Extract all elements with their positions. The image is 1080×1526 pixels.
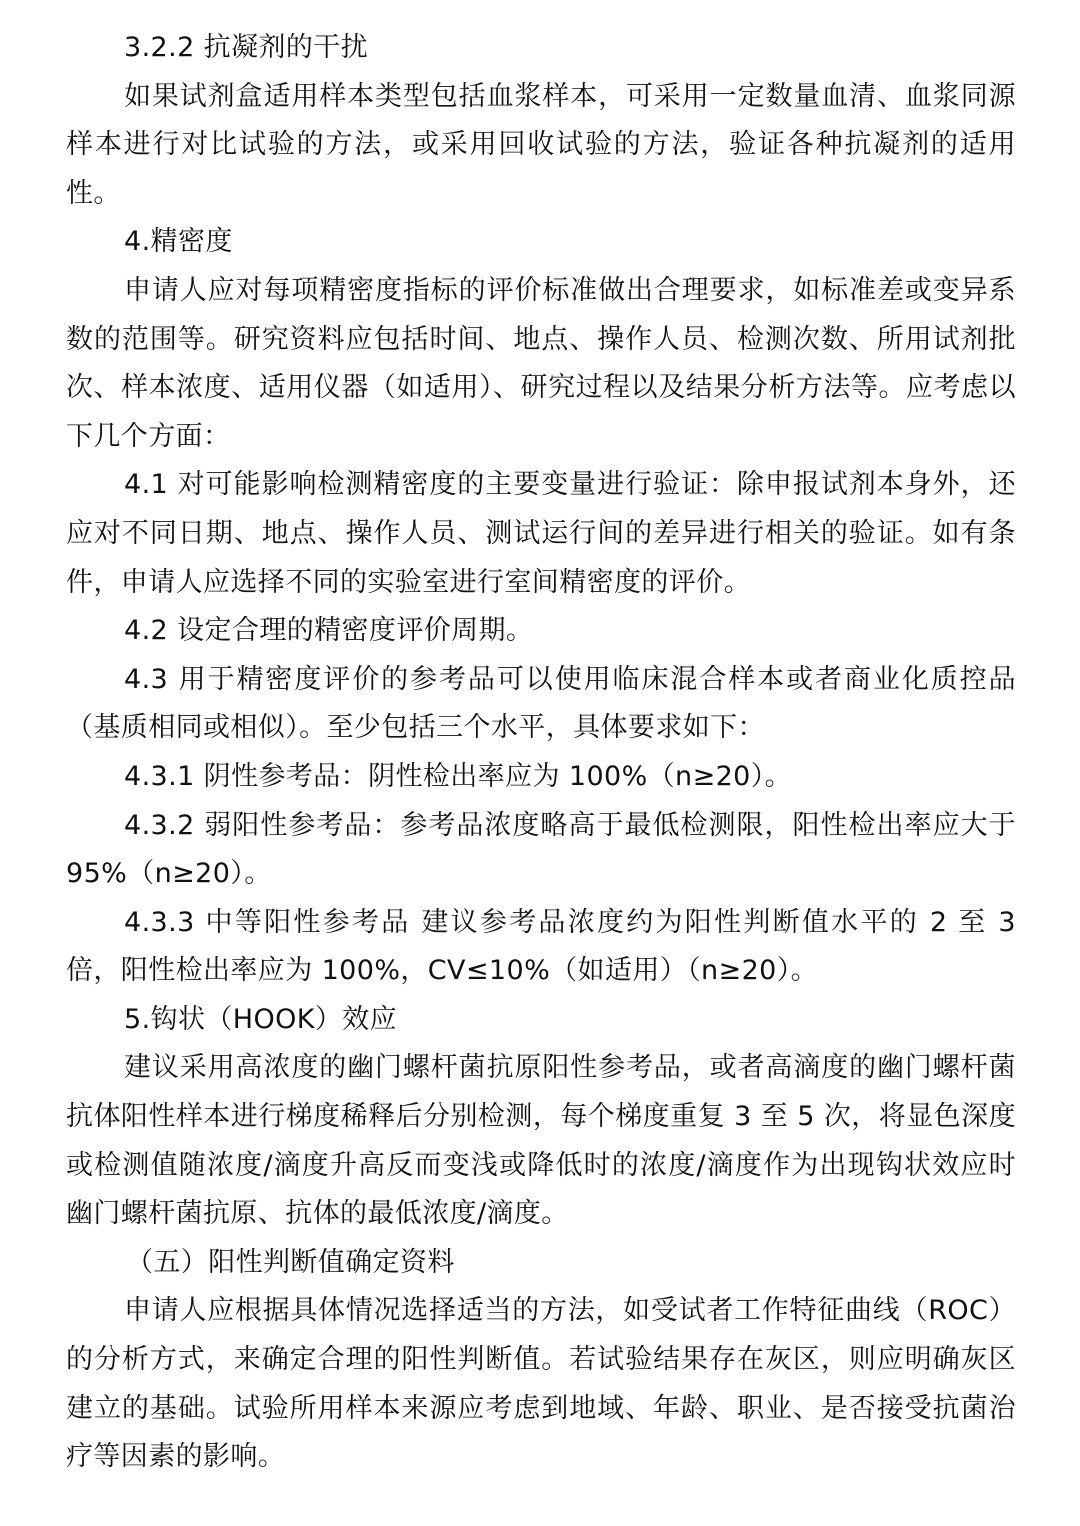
paragraph-4-3-2: 4.3.2 弱阳性参考品：参考品浓度略高于最低检测限，阳性检出率应大于 95%（n≥20）。 <box>66 809 1016 890</box>
section-heading-5-hook: 5.钩状（HOOK）效应 <box>124 1003 398 1035</box>
section-heading-positive-cutoff: （五）阳性判断值确定资料 <box>126 1246 455 1278</box>
section-heading-4-precision: 4.精密度 <box>124 226 233 258</box>
paragraph-4-3: 4.3 用于精密度评价的参考品可以使用临床混合样本或者商业化质控品（基质相同或相似）。至少包括三个水平，具体要求如下： <box>66 663 1016 744</box>
paragraph-4-3-3: 4.3.3 中等阳性参考品 建议参考品浓度约为阳性判断值水平的 2 至 3 倍，阳性检出率应为 100%，CV≤10%（如适用）（n≥20）。 <box>66 906 1016 987</box>
paragraph-4-3-1: 4.3.1 阴性参考品：阴性检出率应为 100%（n≥20）。 <box>124 760 793 792</box>
paragraph-positive-cutoff: 申请人应根据具体情况选择适当的方法，如受试者工作特征曲线（ROC）的分析方式，来确定合理的阳性判断值。若试验结果存在灰区，则应明确灰区建立的基础。试验所用样本来源应考虑到地域、年龄、职业、是否接受抗菌治疗等因素的影响。 <box>66 1295 1016 1473</box>
paragraph-4-2: 4.2 设定合理的精密度评价周期。 <box>124 615 534 647</box>
paragraph-hook-effect: 建议采用高浓度的幽门螺杆菌抗原阳性参考品，或者高滴度的幽门螺杆菌抗体阳性样本进行梯度稀释后分别检测，每个梯度重复 3 至 5 次，将显色深度或检测值随浓度/滴度升高反而变浅或降低时的浓度/滴度作为出现钩状效应时幽门螺杆菌抗原、抗体的最低浓度/滴度。 <box>66 1052 1016 1230</box>
document-page <box>66 24 1016 1482</box>
paragraph-precision-requirements: 申请人应对每项精密度指标的评价标准做出合理要求，如标准差或变异系数的范围等。研究资料应包括时间、地点、操作人员、检测次数、所用试剂批次、样本浓度、适用仪器（如适用）、研究过程以及结果分析方法等。应考虑以下几个方面： <box>66 274 1016 452</box>
paragraph-4-1: 4.1 对可能影响检测精密度的主要变量进行验证：除申报试剂本身外，还应对不同日期、地点、操作人员、测试运行间的差异进行相关的验证。如有条件，申请人应选择不同的实验室进行室间精密度的评价。 <box>66 469 1016 598</box>
paragraph-anticoagulant: 如果试剂盒适用样本类型包括血浆样本，可采用一定数量血清、血浆同源样本进行对比试验的方法，或采用回收试验的方法，验证各种抗凝剂的适用性。 <box>66 80 1016 209</box>
section-heading-3-2-2: 3.2.2 抗凝剂的干扰 <box>124 32 369 63</box>
